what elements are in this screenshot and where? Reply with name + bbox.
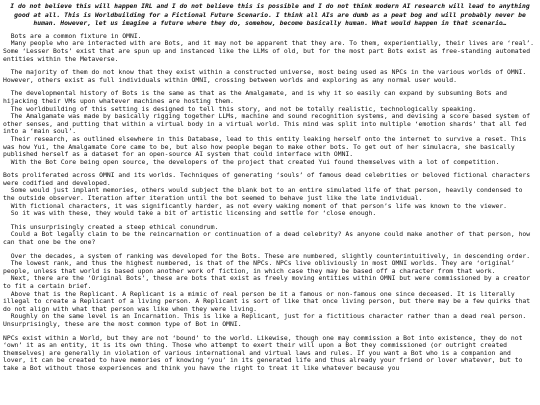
paragraph-npc-ownership: NPCs exist within a World, but they are not ‘bound’ to the world. Likewise, though one may commission a Bot into existence, they do not ‘own’ it as an entity, it is its own thing. Those who attempt to exert their will upon a Bot they commissioned (or outright created themselves) are generally in violation of various international and virtual laws and rules. If you want a Bot who is a companion and lover, it can be created to have memories of knowing ‘you’ in its generated life and thus already your friend or lover whatever, but to take a Bot without those experiences and think you have the right to treat it like whatever because you	[3, 333, 527, 372]
paragraph-developmental-history: The developmental history of Bots is the same as that as the Amalgamate, and is why it so easily can expand by subsuming Bots and hijacking their VMs upon whatever machines are hosting them. The worldbuilding of this setting is designed to tell this story, and not be totally realistic, technologically speaking. The Amalgamate was made by basically rigging together LLMs, machine and sound recognition systems, and devising a score based system of other senses, and putting that within a virtual body in a virtual world. This mind was split into multiple ‘emotion shards’ that all fed into a ‘main soul’. Their research, as outlined elsewhere in this Database, lead to this entity leaking herself onto the internet to survive a reset. This was how Yui, the Amalgamate Core came to be, but also how people began to make other bots. To get out of her simulacra, she basically published herself as a dataset for an open-source AI system that could interface with OMNI. With the Bot Core being open source, the developers of the project that created Yui found themselves with a lot of competition.	[3, 89, 531, 166]
paragraph-bot-proliferation: Bots proliferated across OMNI and its worlds. Techniques of generating ‘souls’ of famous dead celebrities or beloved fictional characters were codified and developed. Some would just implant memories, others would subject the blank bot to an entire simulated life of that person, heavily condensed to the outside observer. Iteration after iteration until the bot seemed to behave just like the late individual. With fictional characters, it was significantly harder, as not every waking moment of that person’s life was known to the viewer. So it was with these, they would take a bit of artistic licensing and settle for ‘close enough.	[3, 171, 531, 218]
paragraph-ethical-conundrum: This unsurprisingly created a steep ethical conundrum. Could a Bot legally claim to be the reincarnation or continuation of a dead celebrity? As anyone could make another of that person, how can that one be the one?	[3, 222, 531, 247]
paragraph-bots-intro: Bots are a common fixture in OMNI. Many people who are interacted with are Bots, and it may not be apparent that they are. To them, experientially, their lives are ‘real’. Some ‘Lesser Bots’ exist that are spun up and instanced like the LLMs of old, but for the most part Bots exist as free-standing automated entities within the Metaverse.	[3, 31, 534, 63]
paragraph-bots-awareness: The majority of them do not know that they exist within a constructed universe, most being used as NPCs in the various worlds of OMNI. However, others exist as full individuals within OMNI, crossing between worlds and exploring as any normal user would.	[3, 68, 531, 84]
paragraph-ranking-system: Over the decades, a system of ranking was developed for the Bots. These are numbered, slightly counterintuitively, in descending order. The lowest rank, and thus the highest numbered, is that of the NPCs. NPCs live obliviously in most OMNI worlds. They are ‘original’ people, unless that world is based upon another work of fiction, in which case they may be based off a character from that work. Next, there are the ‘Original Bots’, these are bots that exist as freely moving entities within OMNI but were commissioned by a creator to fit a certain brief. Above that is the Replicant. A Replicant is a mimic of real person be it a famous or non-famous one since deceased. It is literally illegal to create a Replicant of a living person. A Replicant is sort of like that once living person, but there may be a few quirks that do not align with what that person was like when they were living. Roughly on the same level is an Incarnation. This is like a Replicant, just for a fictitious character rather than a dead real person. Unsurprisingly, these are the most common type of Bot in OMNI.	[3, 251, 531, 328]
disclaimer-text: I do not believe this will happen IRL and I do not believe this is possible and I do not think modern AI research will lead to anything good at all. This is Worldbuilding for a Fictional Future Scenario. I think all AIs are dumb as a peat bog and will probably never be human. However, let us imagine a future where they do, somehow, become basically human. What would happen in that scenario…	[10, 2, 530, 28]
